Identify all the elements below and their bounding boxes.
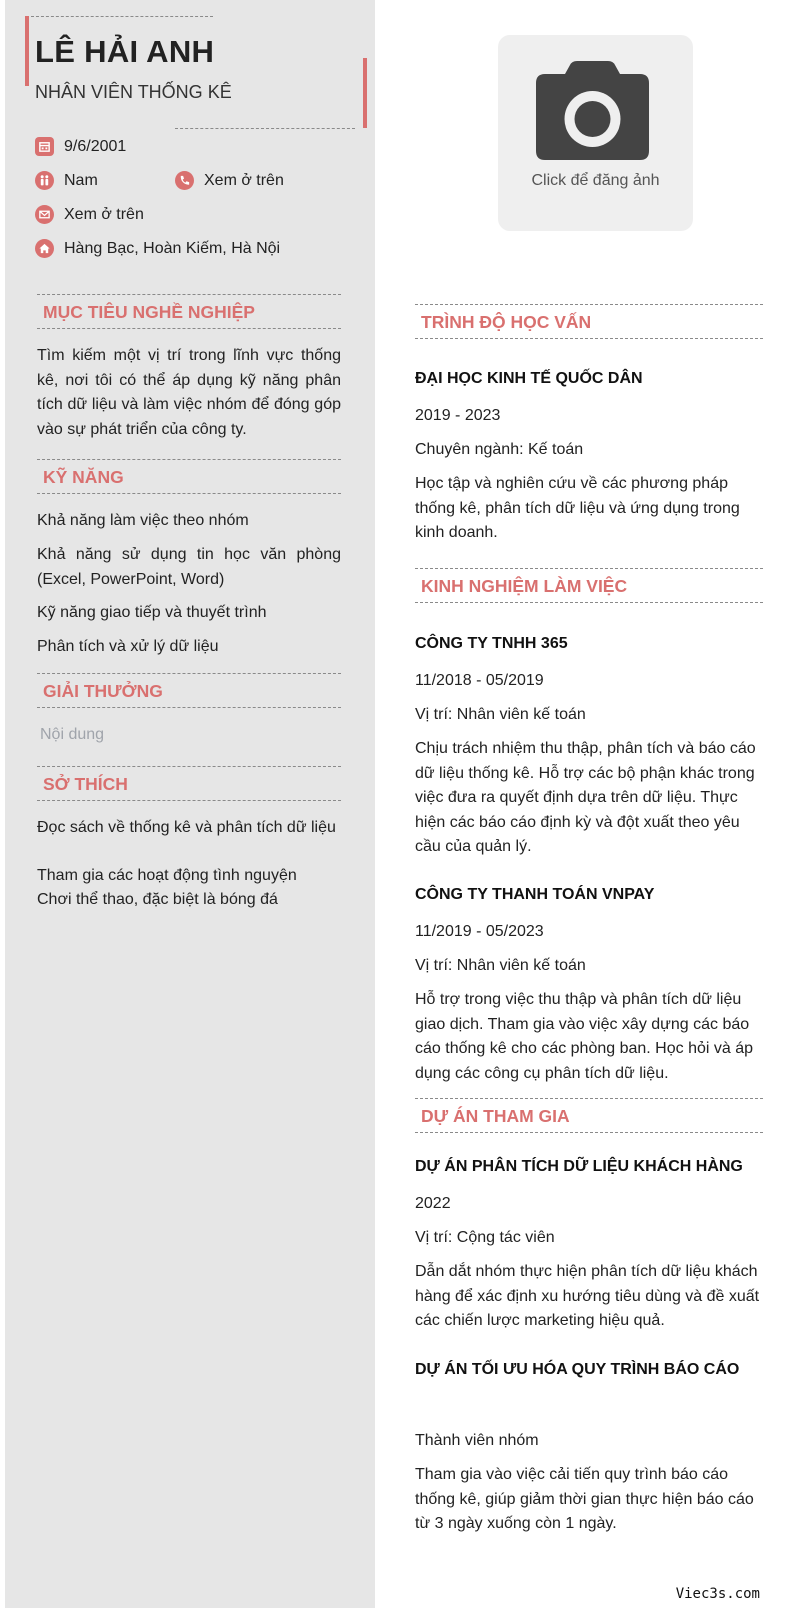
- hobby-item[interactable]: Đọc sách về thống kê và phân tích dữ liệu: [37, 819, 336, 836]
- phone-icon: [175, 171, 194, 190]
- accent-bar: [25, 16, 29, 86]
- candidate-name[interactable]: LÊ HẢI ANH: [35, 34, 215, 69]
- calendar-icon: [35, 137, 54, 156]
- project-period[interactable]: 2022: [415, 1195, 451, 1212]
- project-name[interactable]: DỰ ÁN PHÂN TÍCH DỮ LIỆU KHÁCH HÀNG: [415, 1158, 743, 1175]
- education-description[interactable]: Học tập và nghiên cứu về các phương pháp thống kê, phân tích dữ liệu và ứng dụng trong kinh doanh.: [415, 475, 740, 541]
- watermark: Viec3s.com: [675, 1586, 760, 1602]
- education-heading[interactable]: TRÌNH ĐỘ HỌC VẤN: [415, 304, 763, 339]
- birthday-value: 9/6/2001: [64, 137, 127, 155]
- photo-caption: Click để đăng ảnh: [531, 172, 660, 189]
- experience-heading[interactable]: KINH NGHIỆM LÀM VIỆC: [415, 568, 763, 603]
- hobby-item[interactable]: Tham gia các hoạt động tình nguyện: [37, 867, 297, 884]
- job-period[interactable]: 11/2019 - 05/2023: [415, 923, 544, 940]
- email-row[interactable]: [35, 205, 144, 224]
- school-name[interactable]: ĐẠI HỌC KINH TẾ QUỐC DÂN: [415, 370, 643, 387]
- company-name[interactable]: CÔNG TY THANH TOÁN VNPAY: [415, 886, 655, 903]
- address-row[interactable]: [35, 239, 280, 258]
- divider: [175, 128, 355, 129]
- job-position[interactable]: Vị trí: Nhân viên kế toán: [415, 706, 586, 723]
- company-name[interactable]: CÔNG TY TNHH 365: [415, 635, 568, 652]
- left-column: [5, 0, 375, 1608]
- job-position[interactable]: Vị trí: Nhân viên kế toán: [415, 957, 586, 974]
- job-title[interactable]: NHÂN VIÊN THỐNG KÊ: [35, 82, 232, 102]
- skills-heading[interactable]: KỸ NĂNG: [37, 459, 341, 494]
- photo-upload[interactable]: [498, 35, 693, 231]
- project-name[interactable]: DỰ ÁN TỐI ƯU HÓA QUY TRÌNH BÁO CÁO: [415, 1361, 740, 1378]
- right-column: [375, 0, 800, 1608]
- address-value: Hàng Bạc, Hoàn Kiếm, Hà Nội: [64, 239, 281, 257]
- hobby-item[interactable]: Chơi thể thao, đặc biệt là bóng đá: [37, 891, 278, 908]
- objective-heading[interactable]: MỤC TIÊU NGHỀ NGHIỆP: [37, 294, 341, 329]
- birthday-row[interactable]: [35, 137, 126, 156]
- job-description[interactable]: Hỗ trợ trong việc thu thập và phân tích dữ liệu giao dịch. Tham gia vào việc xây dựng các báo cáo thống kê cho các phòng ban. Học hỏi và áp dụng các công cụ phân tích dữ liệu.: [415, 991, 754, 1082]
- accent-bar: [363, 58, 367, 128]
- education-major[interactable]: Chuyên ngành: Kế toán: [415, 441, 584, 458]
- gender-icon: [35, 171, 54, 190]
- skill-item[interactable]: Kỹ năng giao tiếp và thuyết trình: [37, 604, 267, 621]
- skill-item[interactable]: Khả năng sử dụng tin học văn phòng (Excel, PowerPoint, Word): [37, 546, 341, 588]
- project-description[interactable]: Tham gia vào việc cải tiến quy trình báo cáo thống kê, giúp giảm thời gian thực hiện báo cáo từ 3 ngày xuống còn 1 ngày.: [415, 1466, 754, 1532]
- objective-text[interactable]: Tìm kiếm một vị trí trong lĩnh vực thống kê, nơi tôi có thể áp dụng kỹ năng phân tích dữ liệu và làm việc nhóm để đóng góp vào sự phát triển của công ty.: [37, 347, 341, 438]
- awards-heading[interactable]: GIẢI THƯỞNG: [37, 673, 341, 708]
- phone-row[interactable]: [175, 171, 284, 190]
- job-period[interactable]: 11/2018 - 05/2019: [415, 672, 544, 689]
- project-role[interactable]: Vị trí: Cộng tác viên: [415, 1229, 555, 1246]
- email-value: Xem ở trên: [64, 205, 144, 223]
- awards-placeholder[interactable]: Nội dung: [40, 726, 105, 743]
- home-icon: [35, 239, 54, 258]
- hobbies-heading[interactable]: SỞ THÍCH: [37, 766, 341, 801]
- gender-row[interactable]: [35, 171, 98, 190]
- gender-value: Nam: [64, 171, 98, 189]
- email-icon: [35, 205, 54, 224]
- camera-icon: [536, 61, 649, 161]
- phone-value: Xem ở trên: [204, 171, 284, 189]
- projects-heading[interactable]: DỰ ÁN THAM GIA: [415, 1098, 763, 1133]
- education-period[interactable]: 2019 - 2023: [415, 407, 501, 424]
- divider: [31, 16, 213, 17]
- skill-item[interactable]: Phân tích và xử lý dữ liệu: [37, 638, 219, 655]
- job-description[interactable]: Chịu trách nhiệm thu thập, phân tích và báo cáo dữ liệu thống kê. Hỗ trợ các bộ phận khác trong việc đưa ra quyết định dựa trên dữ liệu. Thực hiện các báo cáo định kỳ và đột xuất theo yêu cầu của quản lý.: [415, 740, 756, 855]
- skill-item[interactable]: Khả năng làm việc theo nhóm: [37, 512, 249, 529]
- project-description[interactable]: Dẫn dắt nhóm thực hiện phân tích dữ liệu khách hàng để xác định xu hướng tiêu dùng và đề xuất các chiến lược marketing hiệu quả.: [415, 1263, 760, 1329]
- name-block: [25, 16, 367, 128]
- project-role[interactable]: Thành viên nhóm: [415, 1432, 539, 1449]
